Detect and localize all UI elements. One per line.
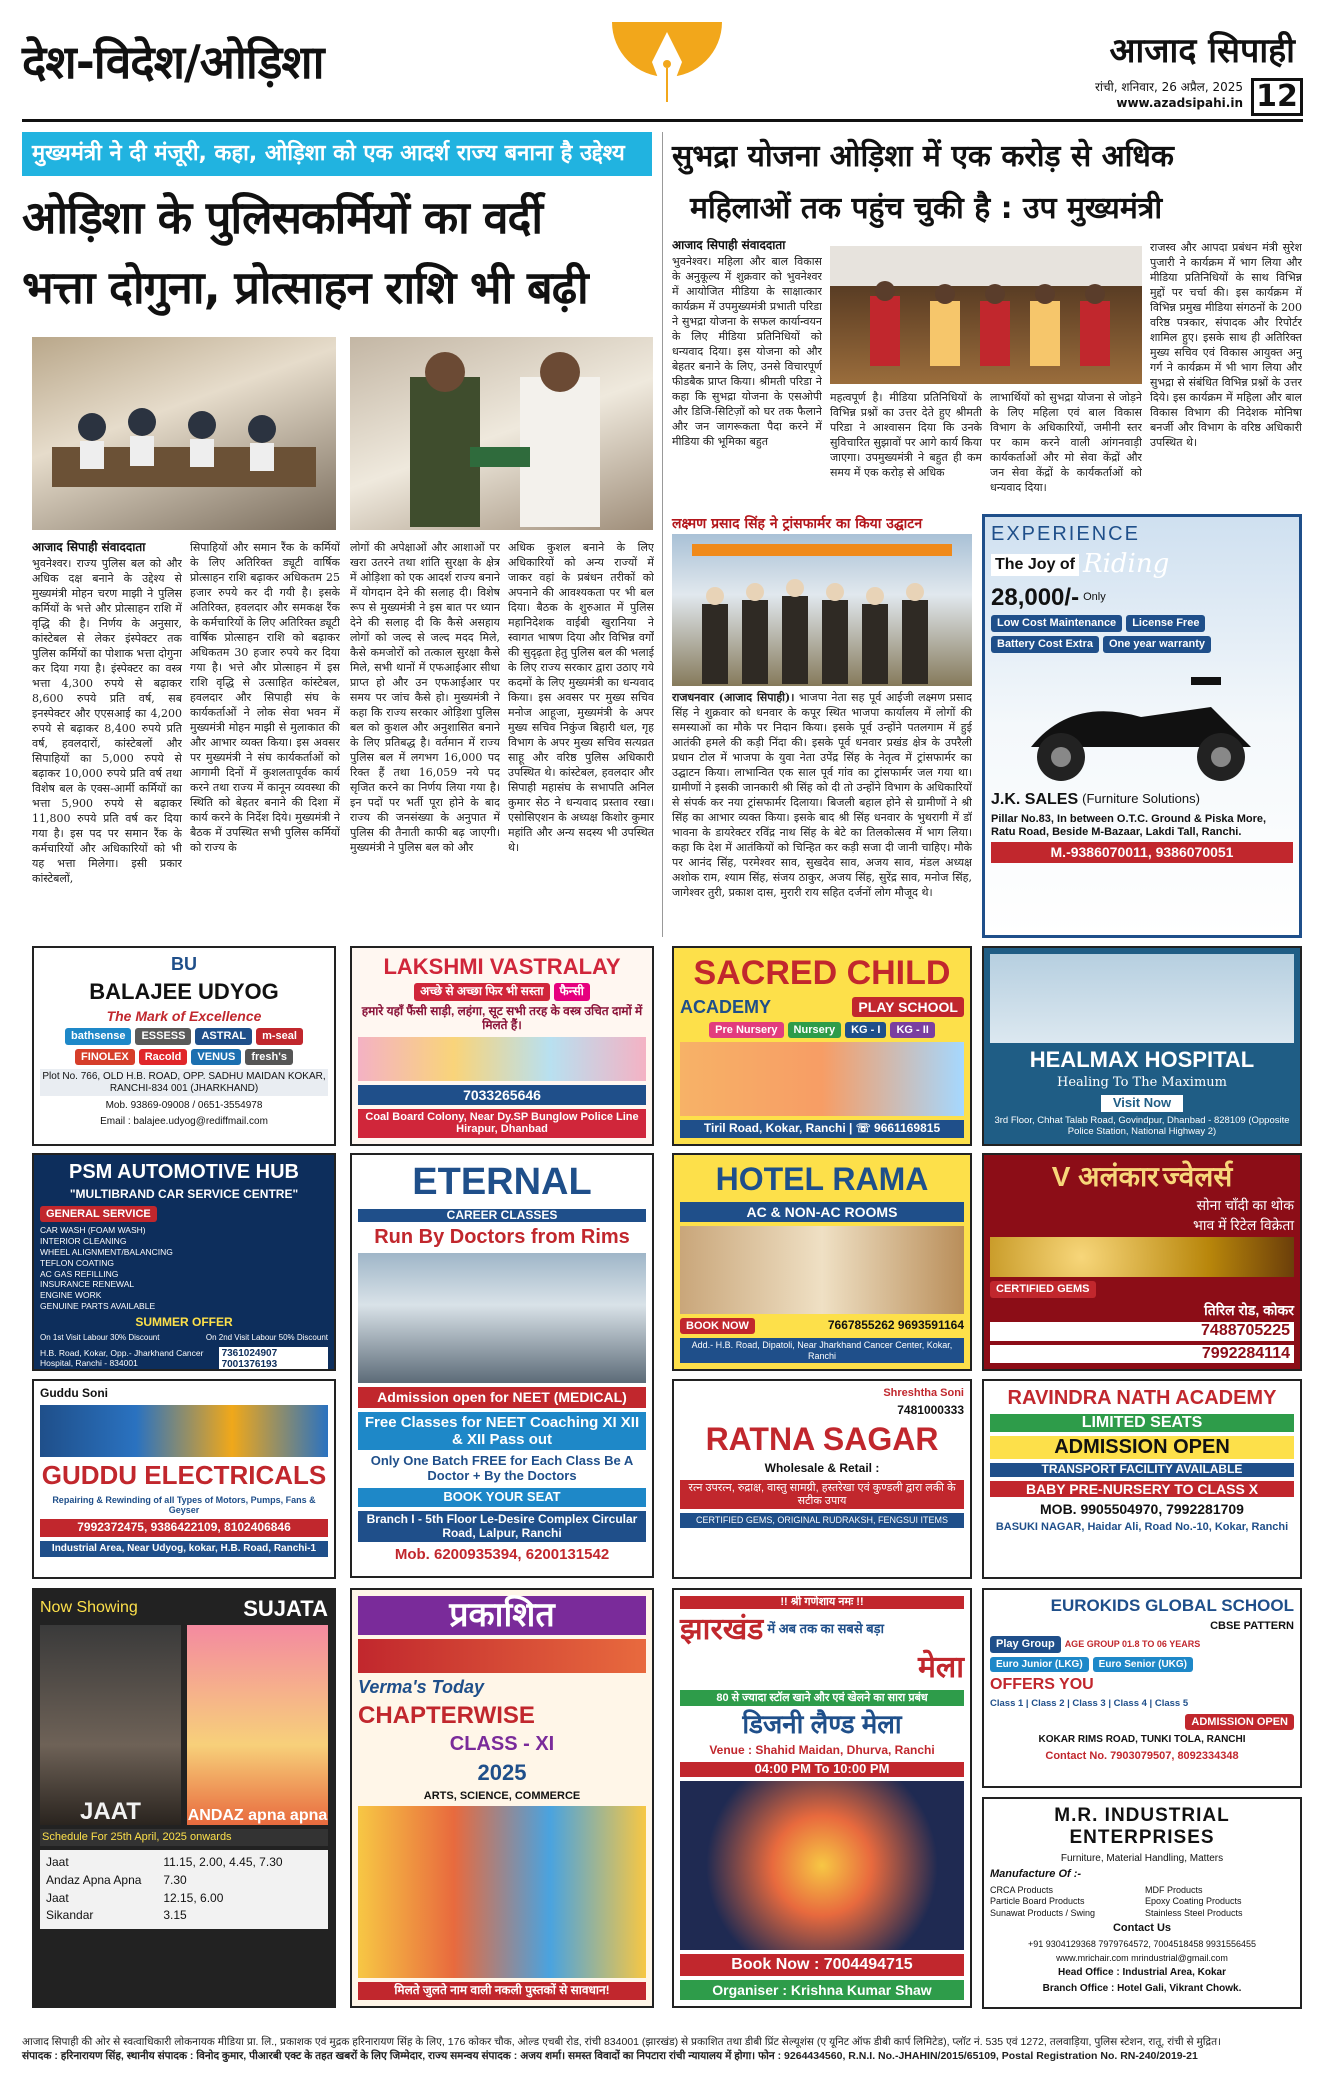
balajee-brands [40, 1028, 328, 1065]
eurokids-senior: Euro Senior (UKG) [1093, 1657, 1193, 1673]
banner-strip [358, 1639, 646, 1673]
ad-ravindra-nath[interactable] [982, 1379, 1302, 1579]
lakshmi-tag: अच्छे से अच्छा फिर भी सस्ता [414, 983, 549, 1001]
ad-mr-industrial[interactable] [982, 1797, 1302, 2009]
mela-venue: Venue : Shahid Maidan, Dhurva, Ranchi [709, 1743, 935, 1758]
hospital-image [990, 954, 1294, 1043]
ratna-phone[interactable]: 7481000333 [897, 1402, 964, 1417]
showtimes [40, 1850, 328, 1929]
lead-headline-1: ओड़िशा के पुलिसकर्मियों का वर्दी [22, 191, 543, 244]
mela-top: !! श्री गणेशाय नमः !! [680, 1596, 964, 1609]
ad-jk-sales[interactable] [982, 514, 1302, 938]
mr-web[interactable]: www.mrichair.com mrindustrial@gmail.com [1056, 1952, 1228, 1963]
brand-3: ASTRAL [195, 1028, 252, 1045]
imprint-line-1: आजाद सिपाही की ओर से स्वत्वाधिकारी लोकनायक मीडिया प्रा. लि., प्रकाशक एवं मुद्रक हरिनारायण सिंह के लिए, 176 कोकर चौक, ओल्ड एचबी रोड, रांची 834001 (झारखंड) से प्रकाशित तथा डीबी प्रिंट सेल्यूशंस (ए यूनिट ऑफ डीबी कार्प लिमिटेड), प्लॉट नं. 535 एवं 1272, तलवाड़िया, पुलिस स्टेशन, रातू, रांची से मुद्रित। [22, 2036, 1222, 2048]
balajee-logo: BU [171, 954, 197, 974]
mr-item: MDF Products [1145, 1884, 1203, 1895]
balajee-name: BALAJEE UDYOG [89, 978, 279, 1004]
website[interactable]: www.azadsipahi.in [1116, 96, 1243, 110]
brand-2: ESSESS [135, 1028, 191, 1045]
prakashit-brand: Verma's Today [358, 1677, 484, 1698]
jk-badge-battery: Battery Cost Extra [991, 636, 1099, 653]
eternal-batch: Only One Batch FREE for Each Class Be A Doctor + By the Doctors [370, 1453, 634, 1484]
ravindra-address: BASUKI NAGAR, Haidar Ali, Road No.-10, Kokar, Ranchi [995, 1521, 1289, 1534]
ad-lakshmi-vastralay[interactable] [350, 946, 654, 1146]
prakashit-chapterwise: CHAPTERWISE [358, 1701, 535, 1729]
eurokids-name: EUROKIDS GLOBAL SCHOOL [1050, 1596, 1294, 1615]
prakashit-footer: मिलते जुलते नाम वाली नकली पुस्तकों से सावधान! [358, 1982, 646, 2000]
eurokids-sub: CBSE PATTERN [1210, 1619, 1294, 1632]
class-chip: KG - II [890, 1022, 934, 1039]
movie-jaat: JAAT [80, 1797, 141, 1825]
eternal-book-button[interactable]: BOOK YOUR SEAT [358, 1488, 646, 1507]
eternal-mob[interactable]: Mob. 6200935394, 6200131542 [394, 1546, 610, 1564]
column-divider [662, 132, 663, 937]
subhadra-headline-2: महिलाओं तक पहुंच चुकी है : उप मुख्यमंत्री [690, 191, 1163, 226]
service-item: ENGINE WORK [40, 1290, 102, 1301]
mr-item: Sunawat Products / Swing [990, 1907, 1096, 1918]
ravindra-classes: BABY PRE-NURSERY TO CLASS X [990, 1481, 1294, 1497]
eurokids-age: AGE GROUP 01.8 TO 06 YEARS [1064, 1639, 1201, 1650]
psm-general-service: GENERAL SERVICE [40, 1206, 157, 1223]
jk-badge-maintenance: Low Cost Maintenance [991, 615, 1122, 632]
movie-andaz: ANDAZ apna apna [187, 1806, 328, 1824]
eurokids-junior: Euro Junior (LKG) [990, 1657, 1089, 1673]
imprint-line-2: संपादक : हरिनारायण सिंह, स्थानीय संपादक : विनोद कुमार, पीआरबी एक्ट के तहत खबरों के लिए जिम्मेदार, राज्य समन्वय संपादक : अजय शर्मा। समस्त विवादों का निपटारा रांची न्यायालय में होगा। फोन : 9264434560, R.N.I. No.-JHAHIN/2015/65109, Postal Registration No. RN-240/2019-21 [22, 2050, 1198, 2062]
ad-sujata-cinema[interactable] [32, 1588, 336, 2008]
transformer-text: भाजपा नेता सह पूर्व आईजी लक्ष्मण प्रसाद सिंह ने शुक्रवार को धनवार के कपूर स्थित भाजपा कार्यालय में लोगों की समस्याओं का मौके पर निदान किया। इसके पूर्व उन्होंने पतलगाम में हुई आतंकी हमले की कड़ी निंदा की। इसके पूर्व धनवार प्रखंड क्षेत्र के उपरैली प्रधान टोल में भाजपा के युवा नेता उपेंद्र सिंह के नेतृत्व में ट्रांसफार्मर का उद्घाटन किया। लाभान्वित एक साल पूर्व गांव का ट्रांसफार्मर जल गया था। ग्रामीणों ने इसकी जानकारी श्री सिंह को दी तो उन्होंने विभाग के अधिकारियों से संपर्क कर नया ट्रांसफार्मर दिलाया। बिजली बहाल होने से ग्रामीणों ने श्री सिंह का आभार व्यक्त किया। इसके बाद श्री सिंह धनवार के भुथरागी में डॉ भावना के डायरेक्टर रविंद्र नाथ सिंह के बेटे का तिलकोत्सव में भाग लिया। कहा कि देश में आतंकियों को चिन्हित कर कड़ी सजा दी जानी चाहिए। मौके पर आनंद सिंह, परमेश्वर साव, सुखदेव साव, अजय साव, मंडल अध्यक्ष अशोक राम, श्याम सिंह, संजय ठाकुर, अजय सिंह, सुरेंद्र साव, मनोज सिंह, जागेश्वर तुरी, प्रकाश दास, मुरारी राय सहित दर्जनों लोग मौजूद थे। [672, 691, 972, 899]
classroom-image [358, 1253, 646, 1383]
rama-address: Add.- H.B. Road, Dipatoli, Near Jharkhand Cancer Center, Kokar, Ranchi [680, 1338, 964, 1363]
psm-name: PSM AUTOMOTIVE HUB [68, 1161, 299, 1183]
jewellery-image [990, 1237, 1294, 1277]
eurokids-admission: ADMISSION OPEN [1185, 1714, 1294, 1731]
lead-col-3: लोगों की अपेक्षाओं और आशाओं पर खरा उतरने तथा शांति सुरक्षा के क्षेत्र में ओड़िशा को एक आदर्श राज्य बनाने में योगदान देने की सलाह दी। विशेष रूप से मुख्यमंत्री ने इस बात पर ध्यान देने की सलाह दी कि कैसे असहाय लोगों को जल्द से जल्द मदद मिले, कैसे कमजोरों को तत्काल सुरक्षा कैसे मिले, सभी थानों में एफआईआर सीधा प्राप्त हो और उन एफआईआर पर समय पर जांच कैसे हो। मुख्यमंत्री ने कहा कि राज्य सरकार ओड़िशा पुलिस बल को कुशल और अनुशासित बनाने के लिए प्रतिबद्ध है। वर्तमान में राज्य पुलिस बल में लगभग 16,000 पद रिक्त हैं तथा 16,059 नये पद सृजित करने का निर्णय लिया गया है। इन पदों पर भर्ती पूरा होने के बाद राज्य की जनसंख्या के अनुपात में पुलिस की तैनाती काफी बढ़ जाएगी। मुख्यमंत्री ने पुलिस बल को और [350, 541, 500, 854]
psm-offer: SUMMER OFFER [135, 1314, 233, 1329]
pen-nib-logo [592, 22, 742, 118]
mr-name: M.R. INDUSTRIAL ENTERPRISES [1054, 1805, 1230, 1848]
show-movie: Sikandar [46, 1908, 94, 1923]
balajee-address: Plot No. 766, OLD H.B. ROAD, OPP. SADHU MAIDAN KOKAR, RANCHI-834 001 (JHARKHAND) [40, 1069, 328, 1096]
mela-book[interactable]: Book Now : 7004494715 [680, 1954, 964, 1976]
kids-image [680, 1042, 964, 1116]
subhadra-headline-1: सुभद्रा योजना ओड़िशा में एक करोड़ से अधिक [672, 139, 1174, 174]
mr-bo: Branch Office : Hotel Gali, Vikrant Chowk. [1042, 1982, 1242, 1994]
lead-col-1: भुवनेश्वर। राज्य पुलिस बल को और अधिक दक्ष बनाने के उद्देश्य से मुख्यमंत्री मोहन चरण माझी ने पुलिस कर्मियों के भत्ते और प्रोत्साहन राशि में वृद्धि की है। निर्णय के अनुसार, कांस्टेबल से लेकर इंस्पेक्टर तक पुलिस कर्मियों का पोशाक भत्ता दोगुना कर दिया गया है। इंस्पेक्टर का वस्त्र भत्ता 4,300 रुपये से बढ़ाकर 8,600 रुपये प्रति वर्ष, सब इनस्पेक्टर और एएसआई का 4,200 रुपये से बढ़ाकर 8,400 रुपये प्रति वर्ष, हवलदारों, कांस्टेबलों और सिपाहियों का 5,000 रुपये से बढ़ाकर 10,000 रुपये प्रति वर्ष तथा विशेष बल के एक्स-आर्मी कर्मियों का भत्ता 5,900 रुपये से बढ़ाकर 11,800 रुपये प्रति वर्ष कर दिया गया है। इस पद पर समान रैंक के कर्मचारियों और अधिकारियों को भी यह भत्ता मिलेगा। इसी प्रकार कांस्टेबलों, [32, 557, 182, 885]
guddu-owner: Guddu Soni [40, 1386, 108, 1400]
sujata-name: SUJATA [243, 1596, 328, 1621]
mela-time: 04:00 PM To 10:00 PM [680, 1762, 964, 1777]
transformer-headline: लक्ष्मण प्रसाद सिंह ने ट्रांसफार्मर का किया उद्घाटन [672, 516, 923, 532]
rama-sub: AC & NON-AC ROOMS [680, 1202, 964, 1222]
ferris-wheel-image [680, 1781, 964, 1950]
lakshmi-line: हमारे यहाँ फैंसी साड़ी, लहंगा, सूट सभी तरह के वस्त्र उचित दामों में मिलते हैं। [361, 1004, 643, 1032]
mela-name: झारखंड [680, 1612, 764, 1646]
healmax-address: 3rd Floor, Chhat Talab Road, Govindpur, Dhanbad - 828109 (Opposite Police Station, National Highway 2) [994, 1115, 1290, 1138]
show-time: 11.15, 2.00, 4.45, 7.30 [163, 1854, 283, 1869]
jk-price-suffix: Only [1083, 591, 1106, 604]
psm-sub: "MULTIBRAND CAR SERVICE CENTRE" [69, 1187, 299, 1201]
show-movie: Andaz Apna Apna [46, 1872, 142, 1887]
cm-award-photo [350, 337, 653, 530]
guddu-address: Industrial Area, Near Udyog, kokar, H.B. Road, Ranchi-1 [40, 1541, 328, 1557]
ad-jharkhand-mela[interactable] [672, 1588, 972, 2008]
healmax-visit-button[interactable]: Visit Now [1101, 1095, 1183, 1112]
ad-balajee-udyog[interactable] [32, 946, 336, 1146]
rama-phone[interactable]: 7667855262 9693591164 [827, 1318, 964, 1333]
scooter-icon [991, 657, 1293, 787]
ratna-sub: Wholesale & Retail : [764, 1461, 880, 1476]
brand-5: FINOLEX [75, 1049, 135, 1066]
eurokids-address: KOKAR RIMS ROAD, TUNKI TOLA, RANCHI [1038, 1734, 1246, 1746]
eurokids-offers: OFFERS YOU [990, 1676, 1094, 1694]
eternal-admission: Admission open for NEET (MEDICAL) [358, 1387, 646, 1407]
subhadra-col-4: राजस्व और आपदा प्रबंधन मंत्री सुरेश पुजारी ने कार्यक्रम में भाग लिया और मीडिया प्रतिनिधियों के साथ विभिन्न मुद्दों पर चर्चा की। इस कार्यक्रम में विभिन्न प्रमुख मीडिया संगठनों के 200 वरिष्ठ पत्रकार, संपादक और रिपोर्टर शामिल हुए। इसके साथ ही अतिरिक्त मुख्य सचिव एवं विकास आयुक्त अनु गर्ग ने कार्यक्रम में भी भाग लिया और सुभद्रा से संबंधित विभिन्न प्रश्नों के उत्तर दिये। इस कार्यक्रम में महिला और बाल विकास विभाग की निदेशक मोनिषा बनर्जी और विभाग के वरिष्ठ अधिकारी उपस्थित थे। [1150, 241, 1302, 449]
ravindra-admission: ADMISSION OPEN [990, 1436, 1294, 1459]
subhadra-byline: आजाद सिपाही संवाददाता [672, 238, 786, 252]
lead-kicker: मुख्यमंत्री ने दी मंजूरी, कहा, ओड़िशा को एक आदर्श राज्य बनाना है उद्देश्य [22, 132, 652, 176]
jk-address: Pillar No.83, In between O.T.C. Ground & Piska More, Ratu Road, Beside M-Bazaar, Lakdi Tall, Ranchi. [991, 813, 1267, 838]
eternal-address: Branch I - 5th Floor Le-Desire Complex Circular Road, Lalpur, Ranchi [358, 1511, 646, 1543]
section-title: देश-विदेश/ओड़िशा [22, 35, 324, 89]
lakshmi-tag-2: फैन्सी [554, 983, 590, 1001]
brand-4: m-seal [256, 1028, 303, 1045]
mr-phones[interactable]: +91 9304129368 7979764572, 7004518458 9931556455 [1028, 1938, 1256, 1949]
mr-items [990, 1885, 1294, 1918]
prakashit-year: 2025 [477, 1760, 527, 1786]
service-item: INTERIOR CLEANING [40, 1236, 127, 1247]
eurokids-contact[interactable]: Contact No. 7903079507, 8092334348 [1045, 1749, 1239, 1762]
sacred-name: SACRED CHILD [693, 954, 951, 992]
subhadra-col-3: लाभार्थियों को सुभद्रा योजना से जोड़ने के लिए महिला एवं बाल विकास विभाग के अधिकारियों, जमीनी स्तर पर काम करने वाली आंगनवाड़ी कार्यकर्ताओं और मो सेवा केंद्रों और जन सेवा केंद्रों के कार्यकर्ताओं को धन्यवाद दिया। [990, 391, 1142, 494]
healmax-name: HEALMAX HOSPITAL [1029, 1046, 1255, 1072]
show-movie: Jaat [46, 1890, 69, 1905]
ad-prakashit[interactable] [350, 1588, 654, 2008]
mela-organiser: Organiser : Krishna Kumar Shaw [680, 1980, 964, 2000]
jk-joy: The Joy of [991, 554, 1079, 576]
psm-offer-1: On 1st Visit Labour 30% Discount [40, 1333, 160, 1343]
lead-col-2: सिपाहियों और समान रैंक के कर्मियों के लिए अतिरिक्त ड्यूटी वार्षिक प्रोत्साहन राशि बढ़ाकर अधिकतम 25 हजार रुपये कर दी गयी है। इसके अतिरिक्त, हवलदार और समकक्ष रैंक के कर्मचारियों के लिए अतिरिक्त ड्यूटी वार्षिक प्रोत्साहन राशि को बढ़ाकर अधिकतम 30 हजार रुपये कर दिया गया है। भत्ते और प्रोत्साहन में इस राशि वृद्धि से उत्साहित कांस्टेबल, हवलदार और सिपाही संघ के कार्यकर्ताओं ने लोक सेवा भवन में मुख्यमंत्री मोहन माझी से मुलाकात की और आभार व्यक्त किया। इस अवसर पर मुख्यमंत्री ने संघ कार्यकर्ताओं को आगामी दिनों में कुशलतापूर्वक कार्य करने तथा राज्य में कानून व्यवस्था की स्थिति को बेहतर बनाने की दिशा में कार्य करने के निर्देश दिये। मुख्यमंत्री ने बैठक में उपस्थित सभी पुलिस कर्मियों को राज्य के [190, 541, 340, 854]
show-time: 3.15 [163, 1908, 187, 1923]
ratna-line: रत्न उपरत्न, रुद्राक्ष, वास्तु सामग्री, हस्तरेखा एवं कुण्डली द्वारा लकी के सटीक उपाय [680, 1480, 964, 1509]
ad-healmax[interactable] [982, 946, 1302, 1146]
guddu-phone[interactable]: 7992372475, 9386422109, 8102406846 [40, 1519, 328, 1537]
page-number: 12 [1251, 78, 1303, 116]
lead-col-4: अधिक कुशल बनाने के लिए अधिकारियों को अन्य राज्यों में जाकर वहां के प्रबंधन तरीकों को अपनाने की आवश्यकता पर भी बल दिया। बैठक के शुरुआत में पुलिस महानिदेशक वाईबी खुरानिया ने स्वागत भाषण दिया और विभिन्न वर्गों की सुदृढ़ता हेतु पुलिस बल की भलाई के लिए राज्य सरकार द्वारा उठाए गये कदमों के लिए मुख्यमंत्री का धन्यवाद किया। इस अवसर पर मुख्य सचिव मनोज आहूजा, मुख्यमंत्री के अपर मुख्य सचिव निकुंज बिहारी धल, गृह विभाग के अपर मुख्य सचिव सत्यव्रत साहू और वरिष्ठ पुलिस अधिकारी उपस्थित थे। कांस्टेबल, हवलदार और सिपाही महासंघ के सभापति अनिल कुमार सेठ ने धन्यवाद प्रस्ताव रखा। एसोसिएशन के अध्यक्ष किशोर कुमार महांति और अन्य सदस्य भी उपस्थित थे। [508, 541, 654, 854]
service-item: WHEEL ALIGNMENT/BALANCING [40, 1246, 173, 1257]
ratna-owner: Shreshtha Soni [883, 1387, 964, 1399]
ad-psm-automotive[interactable] [32, 1153, 336, 1371]
eternal-name: ETERNAL [412, 1161, 592, 1203]
jk-name-2: (Furniture Solutions) [1082, 791, 1200, 807]
balajee-mob[interactable]: Mob. 93869-09008 / 0651-3554978 [105, 1100, 263, 1112]
ad-eurokids[interactable] [982, 1588, 1302, 1788]
rama-book-button[interactable]: BOOK NOW [680, 1318, 755, 1335]
eurokids-classes: Class 1 | Class 2 | Class 3 | Class 4 | Class 5 [990, 1697, 1189, 1709]
subhadra-col-1: भुवनेश्वर। महिला और बाल विकास के अनुकूल्य में शुक्रवार को भुवनेश्वर में आयोजित मीडिया के साक्षात्कार कार्यक्रम में उपमुख्यमंत्री प्रभाती परिडा ने सुभद्रा योजना के सफल कार्यान्वयन के लिए मीडिया प्रतिनिधियों को धन्यवाद दिया। इस योजना को और बेहतर बनाने के लिए, उनसे विचारपूर्ण फीडबैक प्राप्त किया। श्रीमती परिडा ने कहा कि सुभद्रा योजना के एसओपी और डिजि-सिटिज़ों को घर तक फैलाने और जन जागरूकता पैदा करने में मीडिया की भूमिका बहुत [672, 255, 822, 448]
service-item: INSURANCE RENEWAL [40, 1279, 135, 1290]
show-time: 12.15, 6.00 [163, 1890, 224, 1905]
lead-byline: आजाद सिपाही संवाददाता [32, 540, 146, 554]
dateline: रांची, शनिवार, 26 अप्रैल, 2025 [1094, 80, 1243, 94]
valankar-phone-1[interactable]: 7488705225 [990, 1322, 1294, 1340]
valankar-line-2: भाव में रिटेल विक्रेता [1193, 1217, 1294, 1234]
prakashit-class: CLASS - XI [449, 1733, 555, 1756]
healmax-tag: Healing To The Maximum [1057, 1075, 1227, 1091]
guddu-sub: Repairing & Rewinding of all Types of Motors, Pumps, Fans & Geyser [52, 1494, 316, 1516]
balajee-tag: The Mark of Excellence [106, 1007, 262, 1024]
mr-item: Stainless Steel Products [1145, 1907, 1243, 1918]
poster-andaz [187, 1625, 328, 1825]
psm-services [40, 1226, 328, 1311]
mela-sub: में अब तक का सबसे बड़ा [767, 1621, 884, 1637]
lakshmi-address: Coal Board Colony, Near Dy.SP Bunglow Police Line Hirapur, Dhanbad [358, 1109, 646, 1138]
mela-disney: डिजनी लैण्ड मेला [742, 1709, 902, 1740]
lakshmi-phone[interactable]: 7033265646 [358, 1085, 646, 1105]
mr-item: Particle Board Products [990, 1896, 1085, 1907]
class-chip: KG - I [845, 1022, 886, 1039]
transformer-photo [672, 534, 972, 686]
ad-hotel-rama[interactable] [672, 1153, 972, 1371]
sacred-address[interactable]: Tiril Road, Kokar, Ranchi | ☏ 9661169815 [680, 1120, 964, 1138]
jk-badge-license: License Free [1126, 615, 1205, 632]
transformer-byline: राजधनवार (आजाद सिपाही)। [672, 691, 795, 704]
ravindra-mob[interactable]: MOB. 9905504970, 7992281709 [1040, 1501, 1244, 1518]
valankar-phone-2[interactable]: 7992284114 [990, 1345, 1294, 1363]
mr-sub: Furniture, Material Handling, Matters [1060, 1852, 1224, 1864]
service-item: CAR WASH (FOAM WASH) [40, 1225, 146, 1236]
show-movie: Jaat [46, 1854, 69, 1869]
subhadra-col-2: महत्वपूर्ण है। मीडिया प्रतिनिधियों के विभिन्न प्रश्नों का उत्तर देते हुए श्रीमती परिडा ने आश्वासन दिया कि उनके सुविचारित सुझावों पर आगे कार्य किया जाएगा। उपमुख्यमंत्री ने बहुत ही कम समय में एक करोड़ से अधिक [830, 391, 982, 479]
valankar-address: तिरिल रोड, कोकर [1204, 1302, 1294, 1319]
ad-eternal-career[interactable] [350, 1153, 654, 1578]
jk-name: J.K. SALES [991, 790, 1079, 808]
poster-jaat [40, 1625, 181, 1825]
brand-1: bathsense [65, 1028, 131, 1045]
service-item: GENUINE PARTS AVAILABLE [40, 1300, 156, 1311]
class-chip: Nursery [788, 1022, 842, 1039]
jk-phone[interactable]: M.-9386070011, 9386070051 [991, 842, 1293, 862]
mr-ho: Head Office : Industrial Area, Kokar [1057, 1967, 1226, 1979]
ad-guddu-electricals[interactable] [32, 1379, 336, 1579]
sacred-playschool: PLAY SCHOOL [852, 997, 964, 1017]
brand-6: Racold [139, 1049, 188, 1066]
brand-7: VENUS [191, 1049, 241, 1066]
psm-phone[interactable]: 7361024907 7001376193 [219, 1347, 328, 1371]
lead-headline-2: भत्ता दोगुना, प्रोत्साहन राशि भी बढ़ी [22, 261, 588, 314]
mr-manufacture: Manufacture Of :- [990, 1868, 1082, 1881]
valankar-name-2: ज्वेलर्स [1162, 1161, 1233, 1192]
hotel-image [680, 1226, 964, 1314]
brand-8: fresh's [245, 1049, 293, 1066]
jk-experience: EXPERIENCE [991, 523, 1140, 545]
valankar-gems: CERTIFIED GEMS [990, 1281, 1096, 1298]
eternal-sub: CAREER CLASSES [358, 1209, 646, 1223]
sujata-now-showing: Now Showing [40, 1599, 138, 1617]
prakashit-name: प्रकाशित [358, 1596, 646, 1635]
mela-word: मेला [917, 1651, 964, 1685]
masthead [22, 22, 1303, 122]
paper-name: आजाद सिपाही [1109, 31, 1295, 71]
service-item: TEFLON COATING [40, 1257, 114, 1268]
ravindra-name: RAVINDRA NATH ACADEMY [1007, 1387, 1277, 1409]
sacred-classes [680, 1022, 964, 1039]
ad-v-alankar[interactable] [982, 1153, 1302, 1371]
valankar-line-1: सोना चाँदी का थोक [1196, 1197, 1294, 1214]
ratna-name: RATNA SAGAR [705, 1421, 939, 1458]
lakshmi-name: LAKSHMI VASTRALAY [383, 954, 621, 979]
balajee-email[interactable]: Email : balajee.udyog@rediffmail.com [100, 1115, 268, 1127]
sujata-schedule: Schedule For 25th April, 2025 onwards [40, 1829, 328, 1846]
transformer-body [672, 690, 972, 938]
prakashit-streams: ARTS, SCIENCE, COMMERCE [423, 1789, 581, 1802]
eternal-tag: Run By Doctors from Rims [374, 1226, 630, 1249]
guddu-name: GUDDU ELECTRICALS [41, 1459, 327, 1490]
ravindra-transport: TRANSPORT FACILITY AVAILABLE [990, 1463, 1294, 1477]
models-image [358, 1037, 646, 1081]
mr-item: Epoxy Coating Products [1145, 1896, 1242, 1907]
sacred-sub: ACADEMY [680, 997, 772, 1018]
mela-line: 80 से ज्यादा स्टॉल खाने और एवं खेलने का सारा प्रबंध [680, 1690, 964, 1707]
rama-name: HOTEL RAMA [715, 1161, 929, 1197]
jk-riding: Riding [1083, 549, 1170, 579]
pumps-image [40, 1405, 328, 1457]
cm-meeting-photo [32, 337, 336, 530]
psm-offer-2: On 2nd Visit Labour 50% Discount [205, 1333, 328, 1343]
ratna-certified: CERTIFIED GEMS, ORIGINAL RUDRAKSH, FENGSUI ITEMS [680, 1513, 964, 1527]
ad-ratna-sagar[interactable] [672, 1379, 972, 1579]
imprint [22, 2035, 1303, 2063]
show-time: 7.30 [163, 1872, 187, 1887]
jk-price: 28,000/- [991, 583, 1080, 611]
psm-address: H.B. Road, Kokar, Opp.- Jharkhand Cancer Hospital, Ranchi - 834001 [40, 1348, 204, 1369]
books-image [358, 1806, 646, 1978]
valankar-name: V अलंकार [1051, 1161, 1159, 1192]
subhadra-photo [830, 246, 1142, 384]
eternal-free: Free Classes for NEET Coaching XI XII & XII Pass out [358, 1412, 646, 1451]
eurokids-play: Play Group [990, 1636, 1061, 1653]
service-item: AC GAS REFILLING [40, 1268, 119, 1279]
class-chip: Pre Nursery [709, 1022, 783, 1039]
ad-sacred-child[interactable] [672, 946, 972, 1146]
ravindra-limited: LIMITED SEATS [990, 1414, 1294, 1432]
jk-badge-warranty: One year warranty [1103, 636, 1211, 653]
mr-contact: Contact Us [1112, 1921, 1172, 1934]
mr-item: CRCA Products [990, 1884, 1054, 1895]
